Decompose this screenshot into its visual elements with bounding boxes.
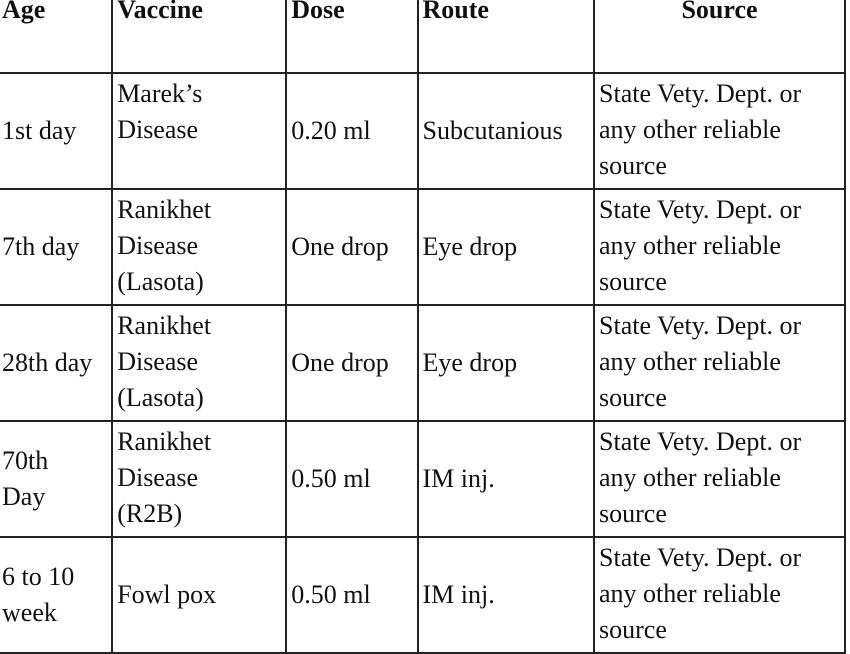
cell-vaccine: [112, 537, 286, 653]
cell-age: [0, 189, 112, 305]
cell-dose: [286, 305, 417, 421]
cell-source: [594, 305, 845, 421]
cell-source-text: State Vety. Dept. or any other reliable source: [599, 195, 802, 296]
header-age: Age: [0, 0, 112, 73]
header-route: Route: [418, 0, 595, 73]
header-dose: Dose: [286, 0, 417, 73]
cell-source: [594, 73, 845, 189]
table-row: [0, 421, 845, 537]
cell-route: [418, 421, 595, 537]
cell-source: [594, 189, 845, 305]
cell-vaccine: [112, 189, 286, 305]
cell-age-text: 7th day: [2, 232, 80, 261]
cell-vaccine-text: Ranikhet Disease (Lasota): [117, 195, 212, 296]
table-header: [0, 0, 845, 73]
cell-dose: [286, 421, 417, 537]
cell-age: [0, 73, 112, 189]
cell-age: [0, 421, 112, 537]
table-row: [0, 537, 845, 653]
cell-vaccine: [112, 305, 286, 421]
cell-vaccine: [112, 421, 286, 537]
header-row: [0, 0, 845, 73]
table-body: [0, 73, 845, 653]
cell-age: [0, 305, 112, 421]
cell-source-text: State Vety. Dept. or any other reliable source: [599, 427, 802, 528]
cell-source: [594, 537, 845, 653]
cell-dose-text: One drop: [291, 232, 389, 261]
cell-source-text: State Vety. Dept. or any other reliable source: [599, 543, 802, 644]
cell-dose-text: 0.50 ml: [291, 580, 371, 609]
cell-route-text: Subcutanious: [422, 116, 563, 145]
cell-dose-text: 0.50 ml: [291, 464, 371, 493]
cell-dose: [286, 73, 417, 189]
cell-dose: [286, 189, 417, 305]
cell-age-text: 6 to 10 week: [2, 562, 75, 627]
cell-dose-text: 0.20 ml: [291, 116, 371, 145]
cell-source-text: State Vety. Dept. or any other reliable source: [599, 311, 802, 412]
cell-age: [0, 537, 112, 653]
cell-source-text: State Vety. Dept. or any other reliable source: [599, 79, 802, 180]
cell-source: [594, 421, 845, 537]
cell-route: [418, 305, 595, 421]
cell-route: [418, 73, 595, 189]
cell-vaccine-text: Ranikhet Disease (Lasota): [117, 311, 212, 412]
cell-vaccine-text: Fowl pox: [117, 580, 217, 609]
cell-route: [418, 537, 595, 653]
table-row: [0, 305, 845, 421]
cell-vaccine: [112, 73, 286, 189]
cell-age-text: 1st day: [2, 116, 77, 145]
cell-route: [418, 189, 595, 305]
cell-vaccine-text: Marek’s Disease: [117, 79, 203, 144]
cell-route-text: Eye drop: [422, 232, 518, 261]
cell-age-text: 28th day: [2, 348, 93, 377]
cell-vaccine-text: Ranikhet Disease (R2B): [117, 427, 212, 528]
cell-dose: [286, 537, 417, 653]
table-row: [0, 189, 845, 305]
cell-route-text: Eye drop: [422, 348, 518, 377]
cell-route-text: IM inj.: [422, 464, 495, 493]
header-source: Source: [594, 0, 845, 73]
header-vaccine: Vaccine: [112, 0, 286, 73]
table-row: [0, 73, 845, 189]
cell-route-text: IM inj.: [422, 580, 495, 609]
cell-dose-text: One drop: [291, 348, 389, 377]
cell-age-text: 70th Day: [2, 446, 49, 511]
